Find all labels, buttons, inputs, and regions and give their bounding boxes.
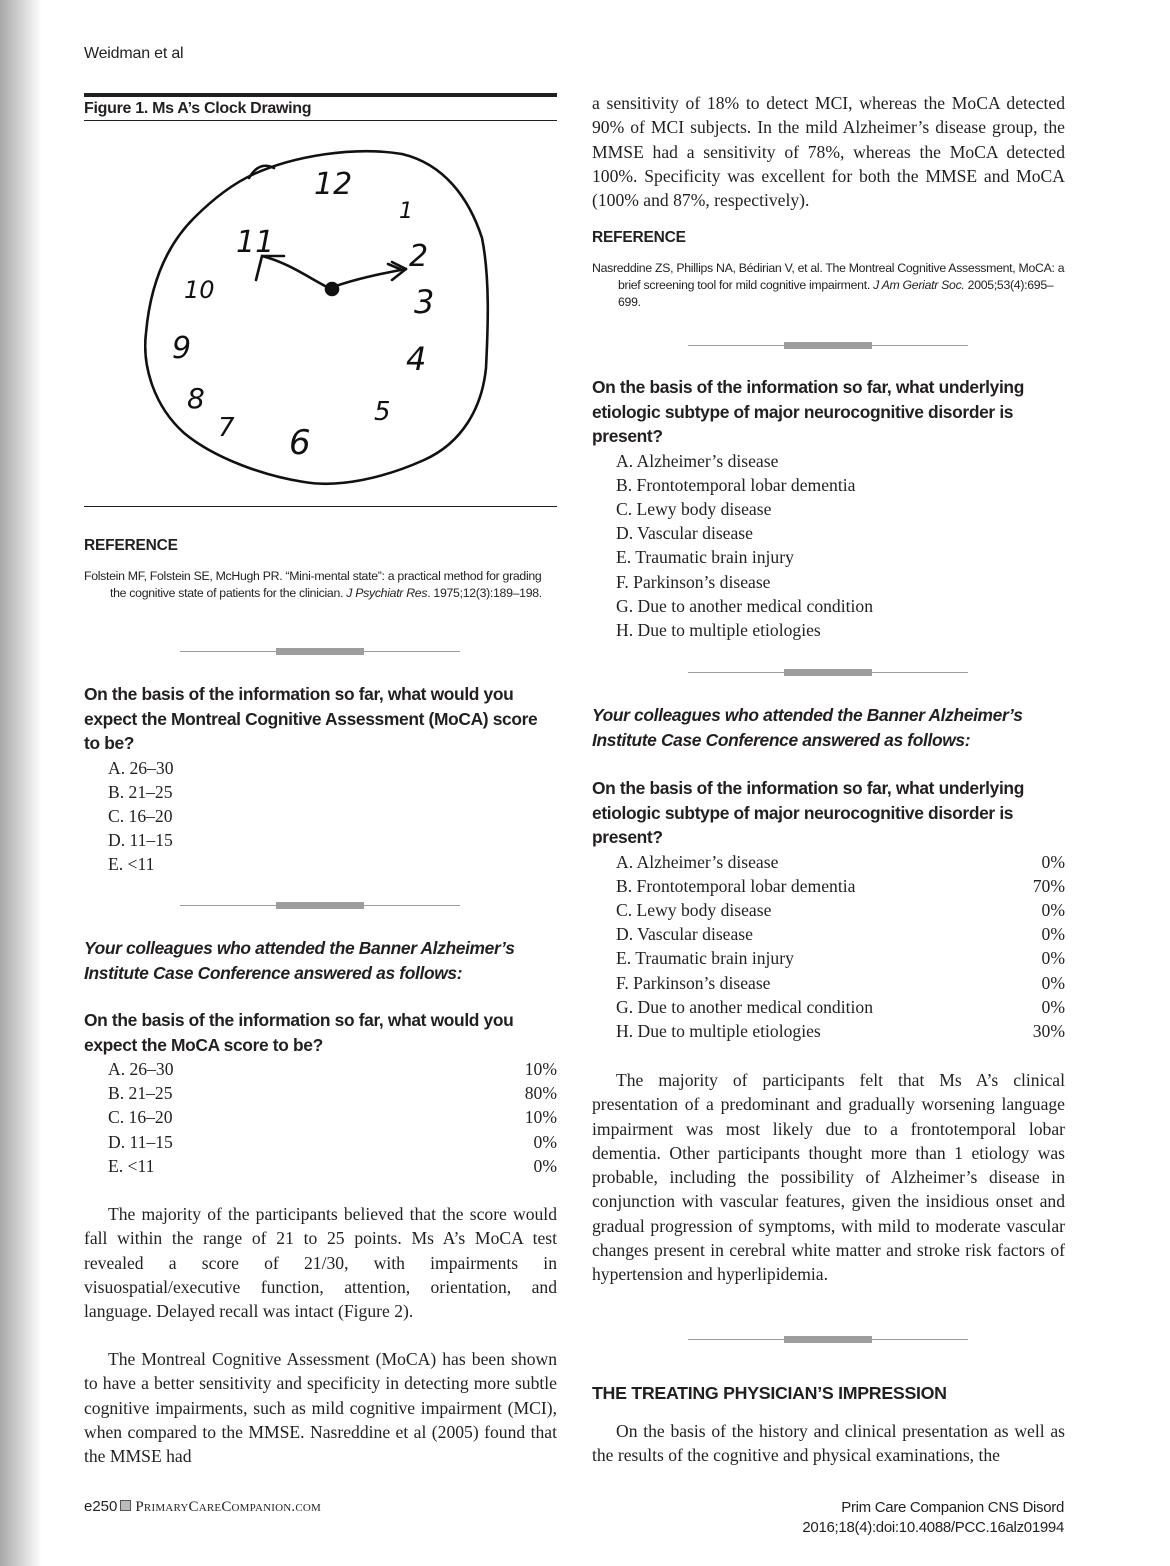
question-text: On the basis of the information so far, what underlying etiologic subtype of major neurocognitive disorder is present? [592,377,1024,446]
svg-text:1: 1 [399,199,413,224]
svg-text:12: 12 [314,167,353,202]
paragraph-moca-majority: The majority of the participants believed that the score would fall within the range of 21 to 25 points. Ms A’s MoCA test revealed a score of 21/30, with impairments in visuospatial/executive function, attention, orientation, and language. Delayed recall was intact (Figure 2). [84,1204,557,1322]
answer-option[interactable]: C. 16–20 [108,805,173,826]
answer-option[interactable]: C. Lewy body disease [616,498,772,519]
paragraph-etiology-majority: The majority of participants felt that Ms A’s clinical presentation of a predominant and gradually worsening language impairment was most likely due to a frontotemporal lobar dementia. Other participants thought more than 1 etiology was probable, including the possibility of Alzheimer’s disease in conjunction with vascular features, given the insidious onset and gradual progression of symptoms, with mild to moderate vascular changes present in cerebral white matter and stroke risk factors of hypertension and hyperlipidemia. [592,1070,1065,1285]
answer-option[interactable]: A. 26–30 [108,757,174,778]
result-row: E. <11 0% [108,1154,557,1178]
doi-citation: 2016;18(4):doi:10.4088/PCC.16alz01994 [802,1519,1064,1536]
reference-citation: Nasreddine ZS, Phillips NA, Bédirian V, et al. The Montreal Cognitive Assessment, MoCA: a brief screening tool for mild cognitive impairment. J Am Geriatr Soc. 2005;53(4):695–699. [592,261,1065,309]
result-percent: 0% [1041,899,1065,920]
figure-1 [84,93,557,121]
journal-name: Prim Care Companion CNS Disord [841,1499,1064,1516]
paragraph-sensitivity-continued: a sensitivity of 18% to detect MCI, whereas the MoCA detected 90% of MCI subjects. In the mild Alzheimer’s disease group, the MMSE had a sensitivity of 78%, whereas the MoCA detected 100%. Specificity was excellent for both the MMSE and MoCA (100% and 87%, respectively). [592,93,1065,211]
answer-option[interactable]: B. Frontotemporal lobar dementia [616,474,856,495]
reference-heading: REFERENCE [84,537,178,554]
section-divider [180,902,460,910]
result-row: D. Vascular disease 0% [616,922,1065,946]
result-percent: 0% [1041,972,1065,993]
answer-option[interactable]: A. Alzheimer’s disease [616,450,779,471]
question-text: On the basis of the information so far, what would you expect the Montreal Cognitive Assessment (MoCA) score to be? [84,684,538,753]
question-etiology-results [592,776,1065,1043]
svg-text:11: 11 [236,225,275,260]
svg-text:4: 4 [406,340,427,378]
result-percent: 0% [1041,924,1065,945]
footer-right [802,1498,1064,1538]
colleagues-heading-right: Your colleagues who attended the Banner Alzheimer’s Institute Case Conference answered as follows: [592,705,1023,750]
question-moca-results [84,1008,557,1178]
journal-site-link[interactable]: PrimaryCareCompanion.com [135,1499,322,1515]
figure-bottom-rule [84,506,557,507]
paragraph-physician-impression: On the basis of the history and clinical presentation as well as the results of the cognitive and physical examinations, the [592,1421,1065,1466]
result-row: F. Parkinson’s disease 0% [616,971,1065,995]
result-percent: 0% [533,1155,557,1176]
running-head: Weidman et al [84,45,184,62]
figure-title: Figure 1. Ms A’s Clock Drawing [84,97,557,121]
result-row: G. Due to another medical condition 0% [616,995,1065,1019]
svg-text:2: 2 [409,239,429,274]
answer-option[interactable]: E. Traumatic brain injury [616,547,794,568]
footer-left [84,1498,321,1516]
result-row: C. 16–20 10% [108,1105,557,1129]
result-percent: 30% [1032,1020,1065,1041]
result-percent: 10% [524,1107,557,1128]
question-text: On the basis of the information so far, what would you expect the MoCA score to be? [84,1010,514,1055]
colleagues-heading-left: Your colleagues who attended the Banner Alzheimer’s Institute Case Conference answered as follows: [84,938,515,983]
section-divider [688,669,968,677]
answer-option[interactable]: E. <11 [108,854,155,875]
answer-option[interactable]: G. Due to another medical condition [616,595,873,616]
section-divider [688,342,968,350]
reference-2 [592,229,1065,311]
results-list [592,850,1065,1044]
square-bullet-icon [120,1500,131,1511]
svg-text:9: 9 [172,331,192,366]
answer-option[interactable]: F. Parkinson’s disease [616,571,771,592]
result-percent: 0% [533,1131,557,1152]
question-etiology [592,375,1065,642]
svg-text:6: 6 [289,423,311,463]
section-divider [688,1336,968,1344]
paragraph-moca-sensitivity: The Montreal Cognitive Assessment (MoCA) has been shown to have a better sensitivity and specificity in detecting more subtle cognitive impairments, such as mild cognitive impairment (MCI), when compared to the MMSE. Nasreddine et al (2005) found that the MMSE had [84,1349,557,1467]
result-row: D. 11–15 0% [108,1130,557,1154]
result-row: B. 21–25 80% [108,1081,557,1105]
result-row: B. Frontotemporal lobar dementia 70% [616,874,1065,898]
answer-option[interactable]: B. 21–25 [108,781,173,802]
result-percent: 70% [1032,875,1065,896]
svg-text:8: 8 [187,382,205,415]
svg-text:3: 3 [414,283,435,321]
section-heading-physician-impression: THE TREATING PHYSICIAN’S IMPRESSION [592,1383,947,1403]
reference-1 [84,537,557,602]
result-percent: 0% [1041,948,1065,969]
result-row: E. Traumatic brain injury 0% [616,946,1065,970]
reference-citation: Folstein MF, Folstein SE, McHugh PR. “Mini-mental state”: a practical method for grading the cognitive state of patients for the clinician. J Psychiatr Res. 1975;12(3):189–198. [84,569,542,600]
answer-option[interactable]: H. Due to multiple etiologies [616,619,821,640]
svg-text:7: 7 [218,413,235,443]
result-row: C. Lewy body disease 0% [616,898,1065,922]
page-edge-shadow [0,0,42,1566]
svg-text:10: 10 [184,276,215,304]
answer-option[interactable]: D. Vascular disease [616,523,753,544]
section-divider [180,648,460,656]
question-text: On the basis of the information so far, what underlying etiologic subtype of major neurocognitive disorder is present? [592,778,1024,847]
result-percent: 0% [1041,996,1065,1017]
results-list [84,1057,557,1178]
result-row: A. Alzheimer’s disease 0% [616,850,1065,874]
svg-text:5: 5 [374,397,391,427]
clock-hand-11 [262,256,329,288]
result-percent: 10% [524,1059,557,1079]
page-number: e250 [84,1498,118,1515]
result-percent: 0% [1041,851,1065,872]
answer-option[interactable]: D. 11–15 [108,830,173,851]
answer-options [592,449,1065,643]
reference-heading: REFERENCE [592,229,686,246]
clock-drawing [144,138,504,498]
answer-options [84,756,557,877]
result-row: H. Due to multiple etiologies 30% [616,1019,1065,1043]
result-row: A. 26–30 10% [108,1057,557,1081]
question-moca-score [84,682,557,877]
result-percent: 80% [524,1083,557,1104]
